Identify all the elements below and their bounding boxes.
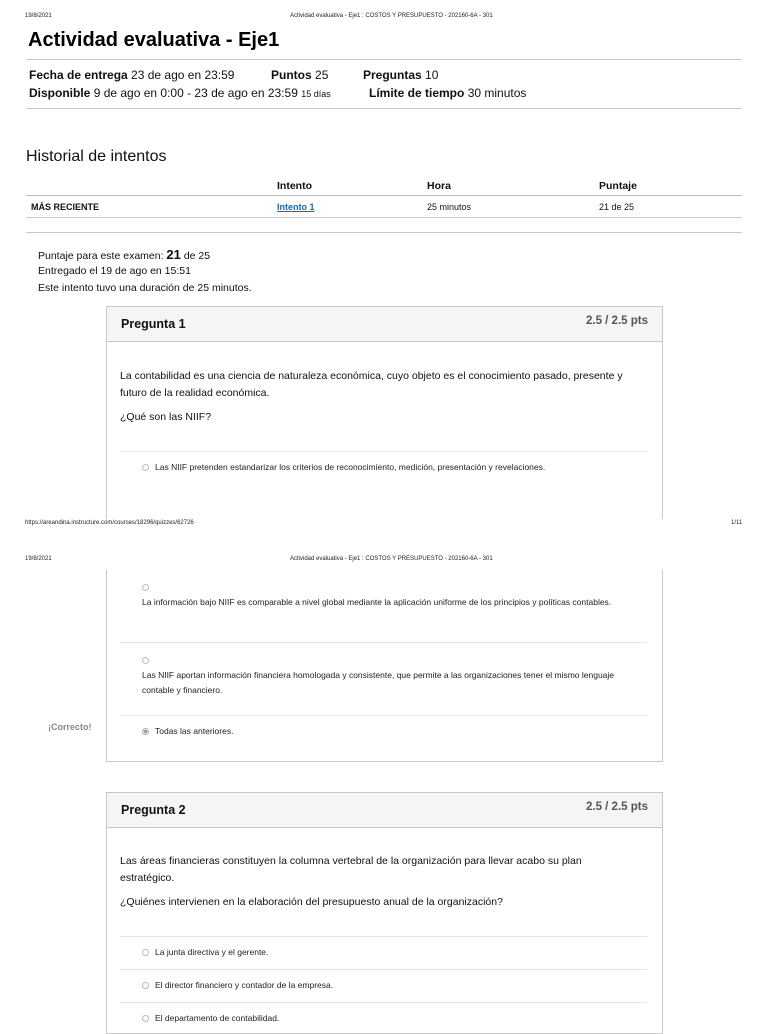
- time-limit-value: 30 minutos: [467, 86, 527, 100]
- question-1-title: Pregunta 1: [121, 317, 186, 331]
- answer-label: La junta directiva y el gerente.: [155, 947, 269, 957]
- answer-option[interactable]: [120, 1002, 647, 1023]
- print-header-title: Actividad evaluativa - Eje1 : COSTOS Y PRESUPUESTO - 202160-6A - 301: [290, 13, 493, 19]
- available-days: 15 días: [301, 89, 331, 99]
- col-header-time: Hora: [427, 180, 451, 192]
- page-title: Actividad evaluativa - Eje1: [28, 29, 280, 51]
- points-label: Puntos: [271, 68, 312, 82]
- divider: [26, 108, 742, 109]
- question-2-card: [106, 792, 663, 1034]
- correct-label: ¡Correcto!: [48, 722, 92, 732]
- radio-icon[interactable]: [142, 1015, 149, 1022]
- due-value: 23 de ago en 23:59: [131, 68, 235, 82]
- available-label: Disponible: [29, 86, 91, 100]
- due-label: Fecha de entrega: [29, 68, 128, 82]
- answer-option[interactable]: [120, 570, 647, 610]
- divider: [26, 232, 742, 233]
- question-2-header: [107, 793, 662, 828]
- answer-option[interactable]: [120, 642, 647, 698]
- history-heading: Historial de intentos: [26, 148, 167, 165]
- col-header-score: Puntaje: [599, 180, 637, 192]
- answer-option[interactable]: [120, 451, 647, 472]
- answer-label: Las NIIF pretenden estandarizar los criterios de reconocimiento, medición, presentación y revelaciones.: [155, 462, 546, 472]
- questions-value: 10: [425, 68, 439, 82]
- question-2-prompt: ¿Quiénes intervienen en la elaboración del presupuesto anual de la organización?: [120, 896, 503, 908]
- answer-option[interactable]: [120, 969, 647, 990]
- answer-option-selected[interactable]: [120, 715, 647, 736]
- attempt-time: 25 minutos: [427, 202, 472, 212]
- questions: [363, 68, 438, 82]
- radio-icon[interactable]: [142, 982, 149, 989]
- attempt-link[interactable]: Intento 1: [277, 202, 315, 212]
- print-footer-url: https://areandina.instructure.com/courses/18296/quizzes/62726: [25, 520, 194, 526]
- score-value: 21: [166, 247, 181, 262]
- score-prefix: Puntaje para este examen:: [38, 250, 164, 262]
- question-1-prompt: ¿Qué son las NIIF?: [120, 411, 212, 423]
- question-1-points: 2.5 / 2.5 pts: [585, 315, 648, 327]
- radio-icon[interactable]: [142, 584, 149, 591]
- answer-label: Todas las anteriores.: [155, 726, 234, 736]
- row-label: MÁS RECIENTE: [31, 202, 100, 212]
- answer-option[interactable]: [120, 936, 647, 957]
- time-limit-label: Límite de tiempo: [369, 86, 465, 100]
- radio-icon[interactable]: [142, 464, 149, 471]
- question-2-title: Pregunta 2: [121, 803, 186, 817]
- print-date: 19/8/2021: [25, 13, 52, 19]
- question-2-points: 2.5 / 2.5 pts: [585, 801, 648, 813]
- answer-label: La información bajo NIIF es comparable a nivel global mediante la aplicación uniforme de los principios y políticas contables.: [142, 597, 612, 607]
- due-date: [29, 68, 234, 82]
- print-date: 19/8/2021: [25, 556, 52, 562]
- answer-label: Las NIIF aportan información financiera homologada y consistente, que permite a las organizaciones tener el mismo lenguaje contable y financiero.: [142, 670, 615, 695]
- score-suffix: de 25: [183, 250, 211, 262]
- attempt-score: 21 de 25: [599, 202, 635, 212]
- points-value: 25: [315, 68, 329, 82]
- print-page-number: 1/11: [731, 520, 743, 526]
- print-header-title: Actividad evaluativa - Eje1 : COSTOS Y PRESUPUESTO - 202160-6A - 301: [290, 556, 493, 562]
- question-1-card-continued: [106, 570, 663, 762]
- radio-selected-icon[interactable]: [142, 728, 149, 735]
- question-1-text: La contabilidad es una ciencia de naturaleza económica, cuyo objeto es el conocimiento pasado, presente y futuro de la realidad económica.: [120, 370, 623, 399]
- answer-label: El departamento de contabilidad.: [155, 1013, 280, 1023]
- col-header-attempt: Intento: [277, 180, 312, 192]
- table-divider: [26, 195, 742, 196]
- points: [271, 68, 328, 82]
- question-1-header: [107, 307, 662, 342]
- divider: [26, 59, 742, 60]
- question-2-text: Las áreas financieras constituyen la columna vertebral de la organización para llevar acabo su plan estratégico.: [120, 855, 582, 884]
- score-summary: [38, 247, 210, 262]
- answer-label: El director financiero y contador de la empresa.: [155, 980, 334, 990]
- available-value: 9 de ago en 0:00 - 23 de ago en 23:59: [93, 86, 298, 100]
- radio-icon[interactable]: [142, 657, 149, 664]
- time-limit: [369, 86, 526, 100]
- available: [29, 86, 331, 100]
- duration-text: Este intento tuvo una duración de 25 minutos.: [38, 282, 252, 294]
- radio-icon[interactable]: [142, 949, 149, 956]
- table-divider: [26, 217, 742, 218]
- questions-label: Preguntas: [363, 68, 422, 82]
- submitted-text: Entregado el 19 de ago en 15:51: [38, 265, 191, 277]
- question-1-card: [106, 306, 663, 519]
